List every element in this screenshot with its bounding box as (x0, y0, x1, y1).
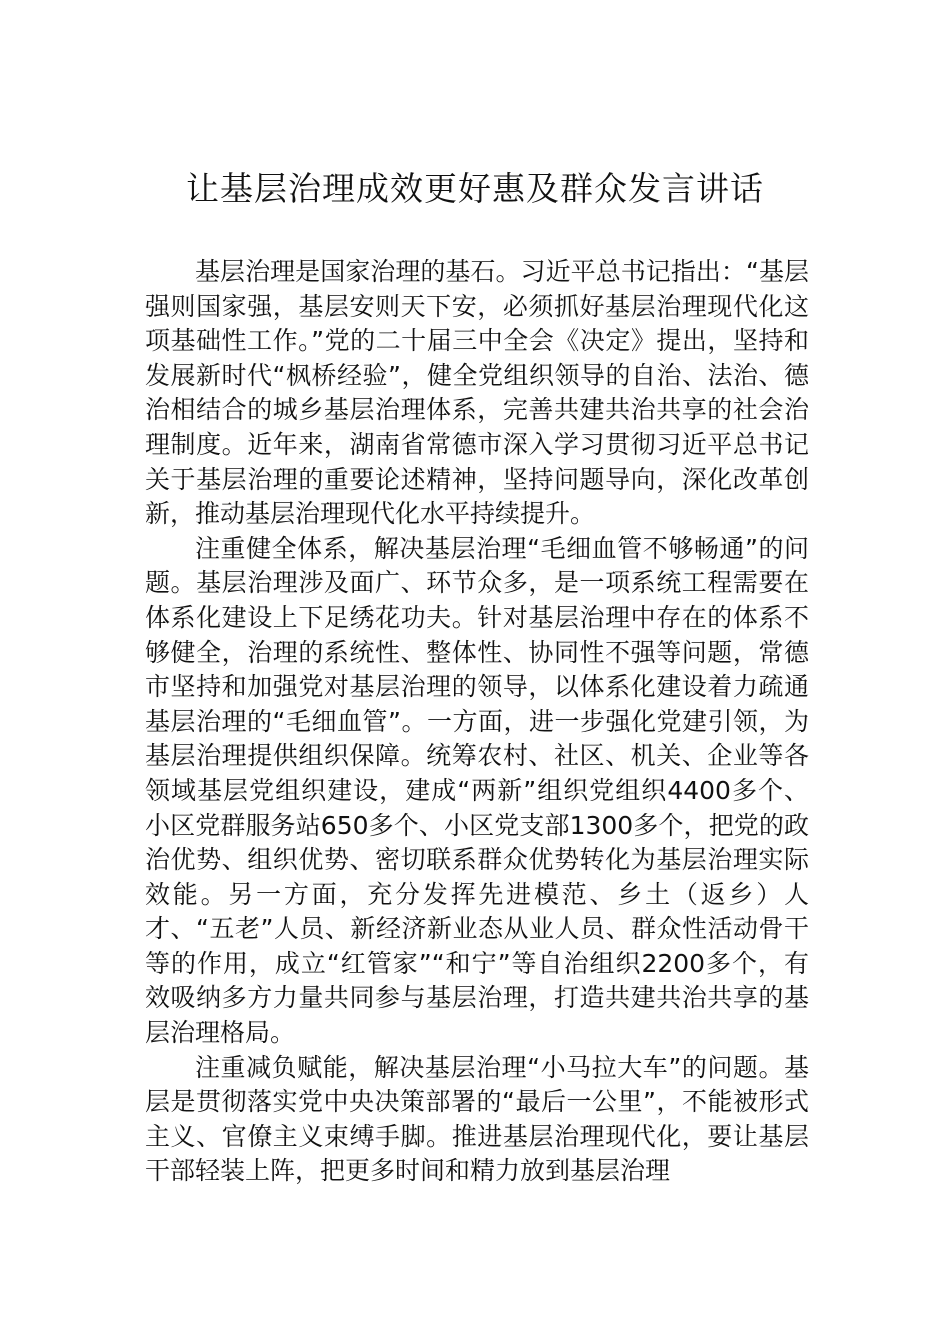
paragraph-2: 注重健全体系，解决基层治理“毛细血管不够畅通”的问题。基层治理涉及面广、环节众多，是一项系统工程需要在体系化建设上下足绣花功夫。针对基层治理中存在的体系不够健全，治理的系统性、整体性、协同性不强等问题，常德市坚持和加强党对基层治理的领导，以体系化建设着力疏通基层治理的“毛细血管”。一方面，进一步强化党建引领，为基层治理提供组织保障。统筹农村、社区、机关、企业等各领域基层党组织建设，建成“两新”组织党组织4400多个、小区党群服务站650多个、小区党支部1300多个，把党的政治优势、组织优势、密切联系群众优势转化为基层治理实际效能。另一方面，充分发挥先进模范、乡土（返乡）人才、“五老”人员、新经济新业态从业人员、群众性活动骨干等的作用，成立“红管家”“和宁”等自治组织2200多个，有效吸纳多方力量共同参与基层治理，打造共建共治共享的基层治理格局。 (145, 533, 809, 1048)
document-title: 让基层治理成效更好惠及群众发言讲话 (186, 169, 764, 208)
document-body (145, 255, 809, 1189)
paragraph-1: 基层治理是国家治理的基石。习近平总书记指出：“基层强则国家强，基层安则天下安，必须抓好基层治理现代化这项基础性工作。”党的二十届三中全会《决定》提出，坚持和发展新时代“枫桥经验”，健全党组织领导的自治、法治、德治相结合的城乡基层治理体系，完善共建共治共享的社会治理制度。近年来，湖南省常德市深入学习贯彻习近平总书记关于基层治理的重要论述精神，坚持问题导向，深化改革创新，推动基层治理现代化水平持续提升。 (145, 257, 809, 529)
paragraph-3: 注重减负赋能，解决基层治理“小马拉大车”的问题。基层是贯彻落实党中央决策部署的“最后一公里”，不能被形式主义、官僚主义束缚手脚。推进基层治理现代化，要让基层干部轻装上阵，把更多时间和精力放到基层治理 (145, 1052, 809, 1186)
